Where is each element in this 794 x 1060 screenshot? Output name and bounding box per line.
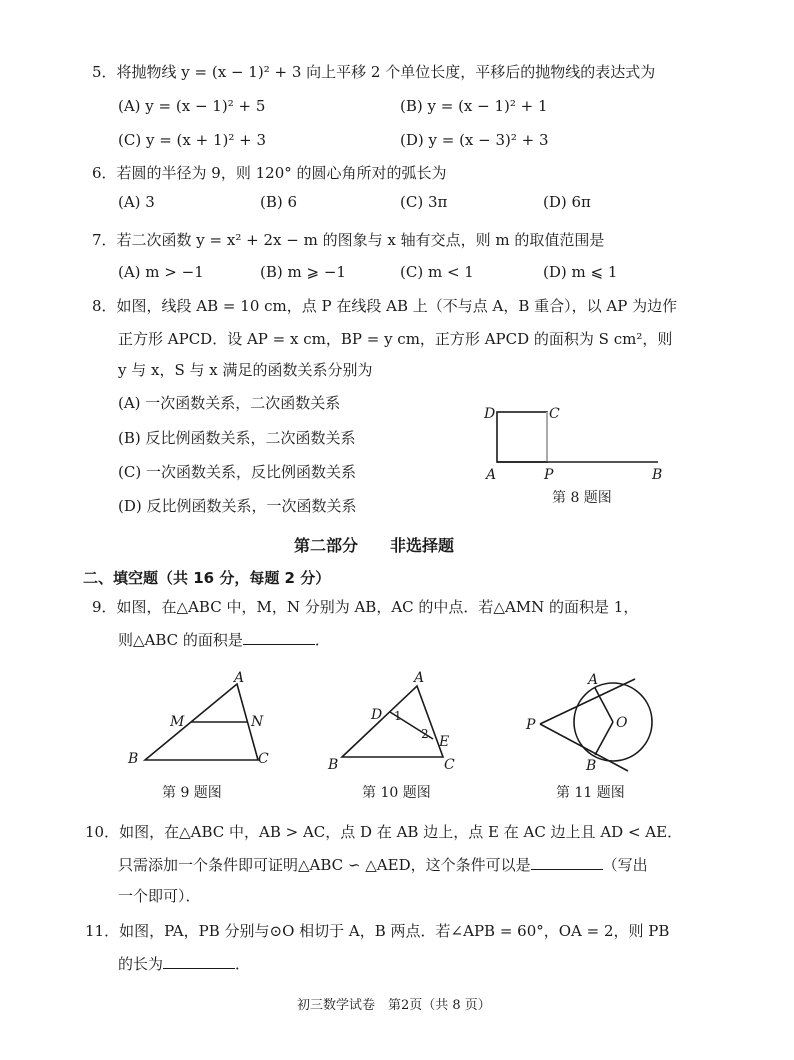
section2-title: 二、填空题（共 16 分，每题 2 分） (83, 569, 331, 587)
label-a: A (588, 672, 599, 688)
figure-10-caption: 第 10 题图 (362, 785, 431, 801)
label-c: C (444, 757, 455, 773)
q11-answer-blank[interactable] (163, 954, 235, 969)
label-o: O (616, 715, 628, 731)
square-apcd (497, 412, 547, 462)
label-a: A (414, 670, 425, 686)
label-c: C (549, 406, 560, 422)
q7-stem: 7．若二次函数 y = x² + 2x − m 的图象与 x 轴有交点，则 m 的取值范围是 (92, 231, 605, 249)
label-n: N (251, 714, 264, 730)
q11-line2 (118, 954, 250, 974)
q7-option-b: (B) m ⩾ −1 (260, 263, 346, 281)
label-p: P (544, 467, 554, 483)
label-b: B (328, 757, 339, 773)
label-c: C (258, 751, 269, 767)
q10-line1: 10．如图，在△ABC 中，AB > AC，点 D 在 AB 边上，点 E 在 AC 边上且 AD < AE． (85, 823, 683, 841)
label-a: A (486, 467, 497, 483)
part2-title: 第二部分 非选择题 (294, 536, 455, 555)
figure-10 (320, 664, 470, 776)
q7-option-a: (A) m > −1 (118, 263, 204, 281)
q9-line2-text: 则△ABC 的面积是 (118, 631, 243, 649)
q6-stem: 6．若圆的半径为 9，则 120° 的圆心角所对的弧长为 (92, 164, 447, 182)
q8-option-c: (C) 一次函数关系，反比例函数关系 (118, 463, 356, 481)
figure-9-caption: 第 9 题图 (162, 785, 222, 801)
q9-answer-blank[interactable] (243, 630, 315, 645)
q9-line2 (118, 630, 330, 650)
label-e: E (439, 734, 450, 750)
label-m: M (170, 714, 185, 730)
q11-line2-text: 的长为 (118, 955, 164, 973)
q8-line1: 8．如图，线段 AB = 10 cm，点 P 在线段 AB 上（不与点 A，B 重合），以 AP 为边作 (92, 297, 678, 315)
figure-8 (480, 400, 680, 490)
q8-line2: 正方形 APCD．设 AP = x cm，BP = y cm，正方形 APCD 的面积为 S cm²，则 (118, 330, 673, 348)
q8-option-a: (A) 一次函数关系，二次函数关系 (118, 394, 341, 412)
figure-11-caption: 第 11 题图 (556, 785, 625, 801)
figure-9 (120, 668, 290, 778)
label-b: B (652, 467, 663, 483)
q11-line1: 11．如图，PA，PB 分别与⊙O 相切于 A，B 两点．若∠APB = 60°，OA = 2，则 PB (85, 922, 670, 940)
q5-option-a: (A) y = (x − 1)² + 5 (118, 97, 266, 115)
q10-line2-text: 只需添加一个条件即可证明△ABC ∽ △AED，这个条件可以是 (118, 856, 531, 874)
q10-line2 (118, 855, 648, 875)
q6-option-d: (D) 6π (543, 193, 591, 211)
page-footer: 初三数学试卷 第2页（共 8 页） (297, 998, 491, 1013)
tangent-pb (540, 724, 628, 771)
label-angle-1: 1 (394, 709, 402, 723)
q5-option-c: (C) y = (x + 1)² + 3 (118, 131, 267, 149)
figure-11 (520, 664, 670, 776)
figure-8-caption: 第 8 题图 (552, 490, 612, 506)
q7-option-d: (D) m ⩽ 1 (543, 263, 618, 281)
q9-line2-end: ． (314, 631, 330, 649)
radius-ob (595, 722, 613, 755)
label-d: D (371, 707, 383, 723)
q8-option-b: (B) 反比例函数关系，二次函数关系 (118, 429, 356, 447)
q10-line2-end: （写出 (602, 856, 648, 874)
q9-line1: 9．如图，在△ABC 中，M，N 分别为 AB，AC 的中点．若△AMN 的面积是 1， (92, 598, 639, 616)
q7-option-c: (C) m < 1 (400, 263, 474, 281)
q6-option-b: (B) 6 (260, 193, 298, 211)
label-p: P (526, 717, 536, 733)
label-d: D (484, 406, 496, 422)
label-b: B (128, 751, 139, 767)
label-b: B (586, 758, 597, 774)
q10-line3: 一个即可）． (118, 887, 201, 905)
q8-line3: y 与 x，S 与 x 满足的函数关系分别为 (118, 361, 373, 379)
label-angle-2: 2 (421, 727, 429, 741)
q5-stem: 5．将抛物线 y = (x − 1)² + 3 向上平移 2 个单位长度，平移后的抛物线的表达式为 (92, 63, 656, 81)
q6-option-c: (C) 3π (400, 193, 448, 211)
q11-line2-end: ． (235, 955, 251, 973)
label-a: A (234, 670, 245, 686)
q10-answer-blank[interactable] (531, 855, 603, 870)
triangle-abc (342, 686, 443, 757)
q5-option-d: (D) y = (x − 3)² + 3 (400, 131, 549, 149)
q5-option-b: (B) y = (x − 1)² + 1 (400, 97, 548, 115)
q8-option-d: (D) 反比例函数关系，一次函数关系 (118, 497, 357, 515)
q6-option-a: (A) 3 (118, 193, 155, 211)
